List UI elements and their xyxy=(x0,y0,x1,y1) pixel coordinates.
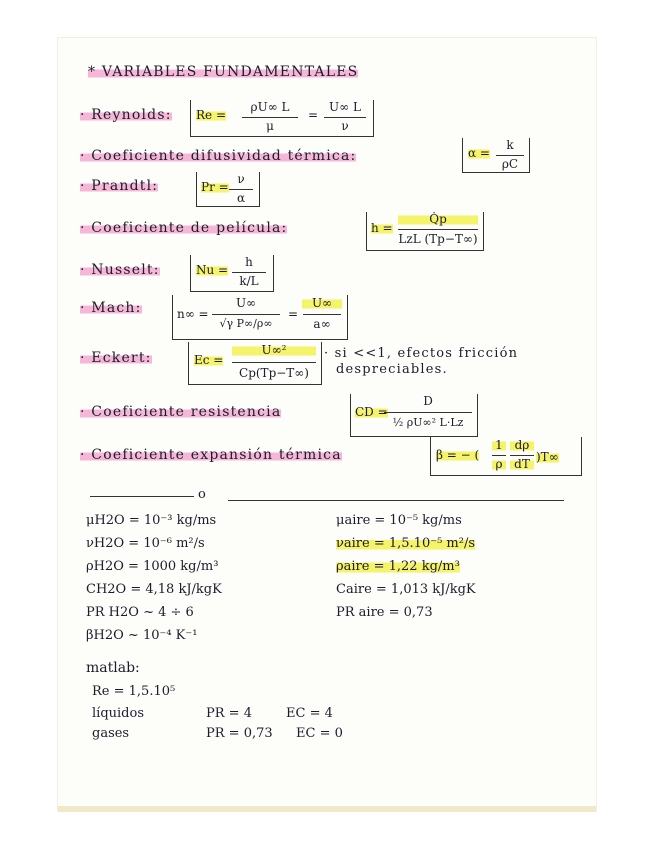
expansion-coef-bar1 xyxy=(492,455,506,456)
expansion-coef-tail: )T∞ xyxy=(536,450,559,464)
reynolds-lhs: Re = xyxy=(196,108,227,122)
prandtl-num: ν xyxy=(237,172,245,186)
diffusivity-den: ρC xyxy=(501,157,519,171)
eckert-note-line2: despreciables. xyxy=(336,362,448,377)
drag-coef-bar xyxy=(384,412,472,413)
drag-coef-den: ½ ρU∞² L·Lz xyxy=(392,416,464,429)
eckert-num: U∞² xyxy=(232,343,316,357)
eckert-label: · Eckert: xyxy=(80,350,152,366)
mach-num1: U∞ xyxy=(235,296,257,310)
reynolds-num1: ρU∞ L xyxy=(250,100,290,114)
mach-den1: √γ P∞/ρ∞ xyxy=(219,317,273,330)
matlab-gases-pr: PR = 0,73 xyxy=(206,726,273,741)
expansion-coef-num1: 1 xyxy=(492,438,506,452)
film-coef-num: Q̇p xyxy=(398,212,478,226)
mach-bar1 xyxy=(212,314,280,315)
mach-den2: a∞ xyxy=(313,317,331,331)
eckert-lhs: Ec = xyxy=(194,353,224,367)
reynolds-bar2 xyxy=(324,117,366,118)
water-specific-heat: CH2O = 4,18 kJ/kgK xyxy=(86,582,222,597)
mach-label: · Mach: xyxy=(80,300,142,316)
separator-line-right xyxy=(228,500,564,501)
expansion-coef-bar2 xyxy=(510,455,534,456)
page-edge xyxy=(58,806,596,812)
water-density: ρH2O = 1000 kg/m³ xyxy=(86,559,219,574)
reynolds-num2: U∞ L xyxy=(329,100,361,114)
matlab-reynolds: Re = 1,5.10⁵ xyxy=(92,684,176,699)
eckert-note-line1: · si <<1, efectos fricción xyxy=(324,346,519,361)
page-title: * VARIABLES FUNDAMENTALES xyxy=(88,64,359,80)
reynolds-bar1 xyxy=(242,117,298,118)
air-density: ρaire = 1,22 kg/m³ xyxy=(336,559,460,574)
reynolds-den2: ν xyxy=(341,119,349,133)
separator-line-left xyxy=(90,496,194,497)
air-specific-heat: Caire = 1,013 kJ/kgK xyxy=(336,582,476,597)
matlab-gases-ec: EC = 0 xyxy=(296,726,343,741)
nusselt-num: h xyxy=(245,255,253,269)
film-coef-den: LzL (Tp−T∞) xyxy=(398,232,478,246)
diffusivity-num: k xyxy=(506,138,514,152)
air-kinematic-viscosity: νaire = 1,5.10⁻⁵ m²/s xyxy=(336,536,476,551)
separator-mark: o xyxy=(198,487,208,502)
reynolds-den1: μ xyxy=(266,119,274,133)
nusselt-lhs: Nu = xyxy=(196,263,229,277)
reynolds-mid: = xyxy=(308,108,319,122)
expansion-coef-label: · Coeficiente expansión térmica xyxy=(80,447,342,463)
film-coef-lhs: h = xyxy=(371,221,393,235)
diffusivity-lhs: α = xyxy=(468,146,490,160)
reynolds-label: · Reynolds: xyxy=(80,107,172,123)
expansion-coef-den2: dT xyxy=(510,457,534,471)
nusselt-label: · Nusselt: xyxy=(80,262,160,278)
diffusivity-label: · Coeficiente difusividad térmica: xyxy=(80,148,357,164)
mach-lhs: n∞ = xyxy=(177,307,209,321)
diffusivity-bar xyxy=(496,155,524,156)
matlab-liquids-ec: EC = 4 xyxy=(286,706,333,721)
water-expansion: βH2O ~ 10⁻⁴ K⁻¹ xyxy=(86,628,198,643)
water-kinematic-viscosity: νH2O = 10⁻⁶ m²/s xyxy=(86,536,205,551)
film-coef-label: · Coeficiente de película: xyxy=(80,220,288,236)
film-coef-bar xyxy=(398,229,478,230)
water-viscosity: μH2O = 10⁻³ kg/ms xyxy=(86,513,217,528)
prandtl-bar xyxy=(229,189,253,190)
matlab-title: matlab: xyxy=(86,660,140,676)
matlab-liquids-pr: PR = 4 xyxy=(206,706,252,721)
mach-bar2 xyxy=(303,314,341,315)
air-viscosity: μaire = 10⁻⁵ kg/ms xyxy=(336,513,462,528)
eckert-den: Cp(Tp−T∞) xyxy=(239,366,309,380)
prandtl-lhs: Pr = xyxy=(201,180,229,194)
expansion-coef-num2: dρ xyxy=(510,438,534,452)
drag-coef-lhs: CD = xyxy=(355,405,388,419)
drag-coef-label: · Coeficiente resistencia xyxy=(80,404,282,420)
expansion-coef-den1: ρ xyxy=(492,457,506,471)
expansion-coef-lhs: β = − ( xyxy=(436,448,480,462)
drag-coef-num: D xyxy=(423,394,433,408)
air-prandtl: PR aire = 0,73 xyxy=(336,605,433,620)
mach-mid: = xyxy=(288,307,299,321)
eckert-bar xyxy=(232,362,316,363)
prandtl-den: α xyxy=(236,191,246,205)
matlab-gases-label: gases xyxy=(92,726,130,741)
matlab-liquids-label: líquidos xyxy=(92,706,144,721)
water-prandtl: PR H2O ~ 4 ÷ 6 xyxy=(86,605,194,620)
prandtl-label: · Prandtl: xyxy=(80,178,159,194)
nusselt-den: k/L xyxy=(239,274,259,288)
mach-num2: U∞ xyxy=(302,296,342,310)
nusselt-bar xyxy=(232,272,266,273)
